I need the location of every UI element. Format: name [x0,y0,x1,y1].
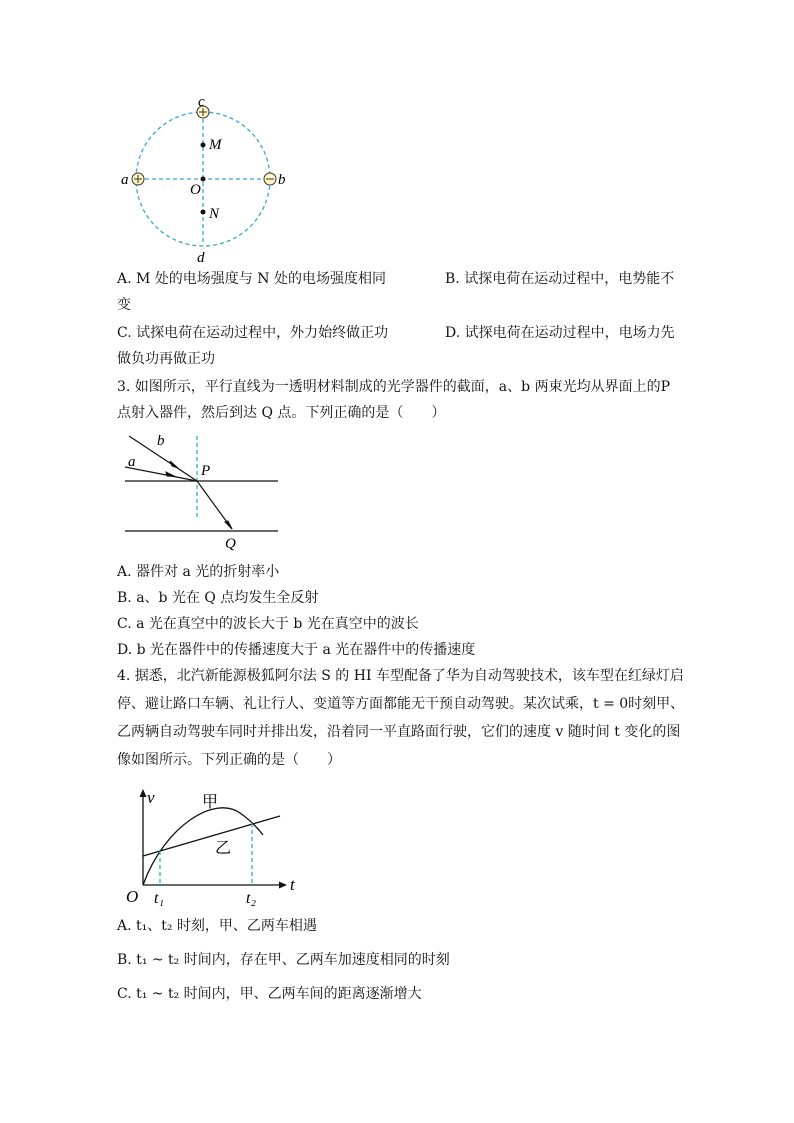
label-v: v [147,788,155,807]
q2-option-d: D. 试探电荷在运动过程中，电场力先 [445,325,675,341]
q3-option-c: C. a 光在真空中的波长大于 b 光在真空中的波长 [117,616,419,632]
label-jia: 甲 [202,794,219,811]
q2-option-b-cont: 变 [117,297,131,313]
curve-jia [143,808,263,885]
point-N [201,210,206,215]
label-P: P [201,463,211,479]
q3-stem-line1: 3. 如图所示，平行直线为一透明材料制成的光学器件的截面，a、b 两束光均从界面上的P [117,379,670,395]
q4-option-a: A. t₁、t₂ 时刻，甲、乙两车相遇 [117,918,317,934]
q4-stem-line1: 4. 据悉，北汽新能源极狐阿尔法 S 的 HI 车型配备了华为自动驾驶技术，该车型在红绿灯启 [117,668,684,684]
q4-stem-line2: 停、避让路口车辆、礼让行人、变道等方面都能无干预自动驾驶。某次试乘，t = 0时刻甲、 [117,696,685,712]
q3-stem-line2: 点射入器件，然后到达 Q 点。下列正确的是（ ） [117,405,446,421]
figure-refraction [115,428,290,553]
q4-stem-line4: 像如图所示。下列正确的是（ ） [117,752,341,768]
label-O: O [190,182,201,198]
line-yi [143,816,280,856]
q4-option-b: B. t₁ ~ t₂ 时间内，存在甲、乙两车加速度相同的时刻 [117,952,450,968]
ray-b-arrow [170,461,178,468]
figure-circle-charges [110,92,290,267]
negative-charge-b [264,173,276,185]
point-O [201,177,206,182]
q2-option-a: A. M 处的电场强度与 N 处的电场强度相同 [117,271,386,287]
label-b: b [278,172,286,188]
q2-option-d-cont: 做负功再做正功 [117,351,215,367]
q3-option-a: A. 器件对 a 光的折射率小 [117,564,280,580]
label-d: d [197,250,205,266]
point-M [201,143,206,148]
q4-stem-line3: 乙两辆自动驾驶车同时并排出发，沿着同一平直路面行驶，它们的速度 v 随时间 t 变化的图 [117,724,681,740]
label-M: M [209,137,222,153]
label-O: O [126,887,139,906]
label-N: N [209,206,220,222]
refracted-ray-arrow [225,521,232,529]
q2-option-b: B. 试探电荷在运动过程中，电势能不 [445,271,675,287]
q3-option-b: B. a、b 光在 Q 点均发生全反射 [117,590,319,606]
label-t2: t₂ [246,890,257,907]
positive-charge-a [132,173,144,185]
v-axis-arrow [140,789,147,797]
label-b: b [157,433,165,449]
q4-option-c: C. t₁ ~ t₂ 时间内，甲、乙两车间的距离逐渐增大 [117,986,422,1002]
label-a: a [128,454,136,470]
q2-option-c: C. 试探电荷在运动过程中，外力始终做正功 [117,325,389,341]
label-t1: t₁ [154,890,165,907]
label-a: a [121,172,129,188]
q3-option-d: D. b 光在器件中的传播速度大于 a 光在器件中的传播速度 [117,642,476,658]
figure-vt-graph [120,785,305,910]
t-axis-arrow [279,882,287,889]
label-yi: 乙 [215,840,232,857]
ray-a-arrow [166,472,175,477]
label-Q: Q [225,536,236,552]
label-t: t [290,875,295,894]
label-c: c [198,94,205,110]
